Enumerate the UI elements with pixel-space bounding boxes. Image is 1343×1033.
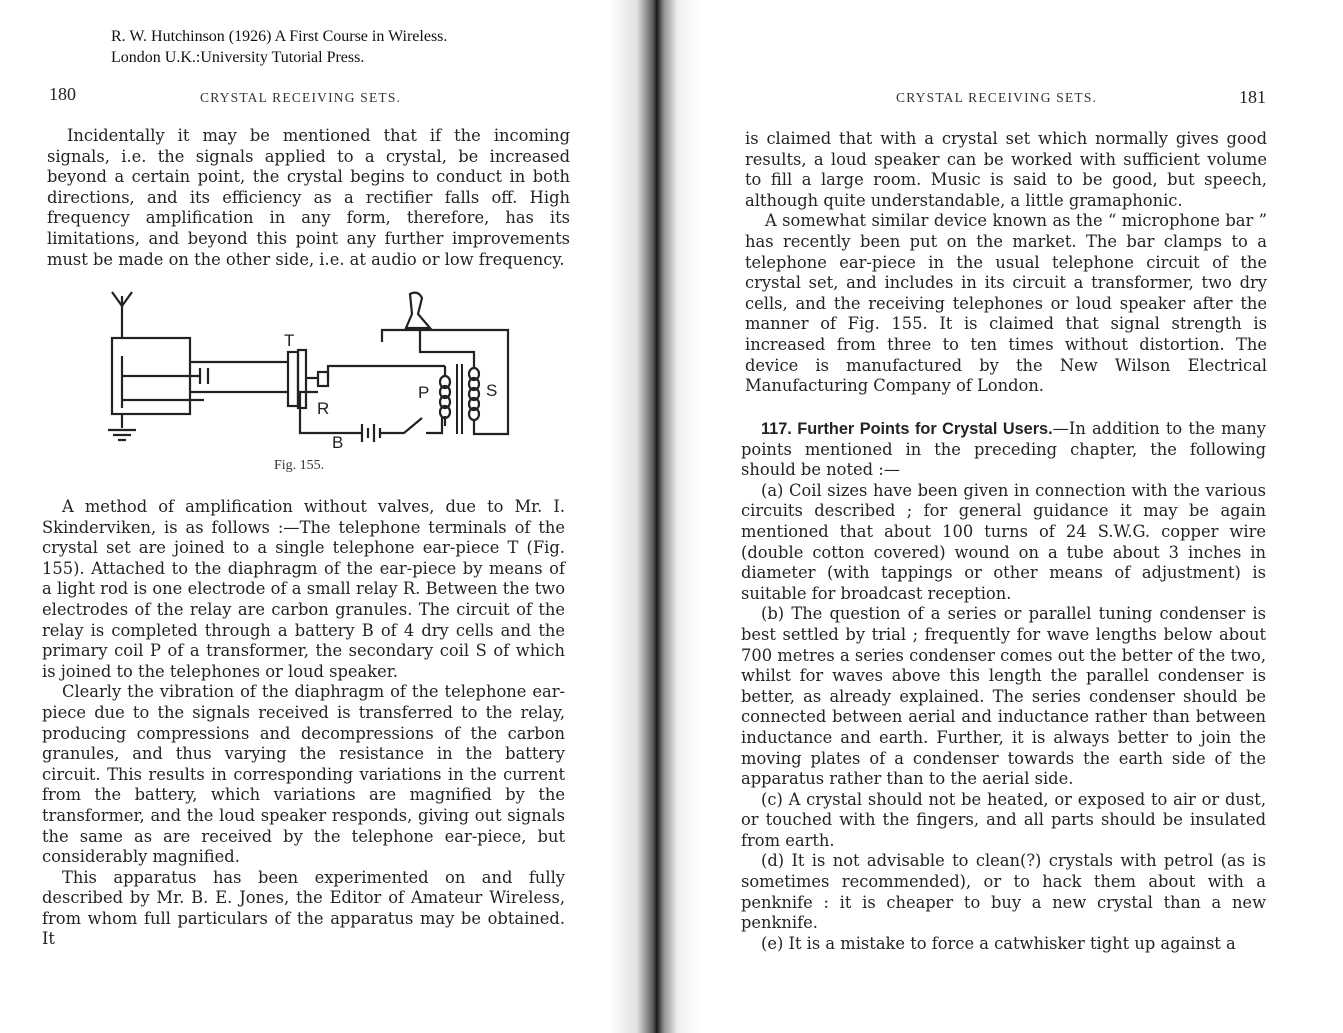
section-117-intro: —In addition to the many points mentioned in the preceding chapter, the following should be noted :— (741, 419, 1266, 480)
left-text-bottom (42, 497, 565, 950)
right-running-head: CRYSTAL RECEIVING SETS. (896, 90, 1098, 105)
citation-line-2: London U.K.:University Tutorial Press. (111, 49, 365, 66)
citation-note (111, 26, 447, 68)
right-page-number: 181 (1239, 87, 1266, 107)
figure-caption: Fig. 155. (274, 458, 325, 473)
left-paragraph-4: This apparatus has been experimented on and fully described by Mr. B. E. Jones, the Editor of Amateur Wireless, from whom full particulars of the apparatus may be obtained. It (42, 867, 565, 949)
label-p: P (418, 383, 430, 402)
label-s: S (486, 381, 498, 400)
left-paragraph-1: Incidentally it may be mentioned that if the incoming signals, i.e. the signals applied to a crystal, be increased beyond a certain point, the crystal begins to conduct in both directions, and its efficiency as a rectifier falls off. High frequency amplification in any form, therefore, has its limitations, and beyond this point any further improvements must be made on the other side, i.e. at audio or low frequency. (47, 126, 570, 269)
earth-symbol (108, 430, 136, 440)
label-r: R (317, 399, 330, 418)
item-a: (a) Coil sizes have been given in connection with the various circuits described ; for general guidance it may be again mentioned that about 100 turns of 24 S.W.G. copper wire (double cotton covered) wound on a tube about 3 inches in diameter (with tappings or other means of adjustment) is suitable for broadcast reception. (741, 480, 1266, 603)
label-b: B (332, 433, 344, 452)
left-paragraph-2: A method of amplification without valves, due to Mr. I. Skinderviken, is as follows :—The telephone terminals of the crystal set are joined to a single telephone ear-piece T (Fig. 155). Attached to the diaphragm of the ear-piece by means of a light rod is one electrode of a small relay R. Between the two electrodes of the relay are carbon granules. The circuit of the relay is completed through a battery B of 4 dry cells and the primary coil P of a transformer, the secondary coil S of which is joined to the telephones or loud speaker. (42, 497, 565, 681)
item-c: (c) A crystal should not be heated, or exposed to air or dust, or touched with the fingers, and all parts should be insulated from earth. (741, 789, 1266, 850)
right-text-bottom (741, 419, 1266, 954)
left-paragraph-3: Clearly the vibration of the diaphragm of the telephone ear-piece due to the signals received is transferred to the relay, producing compressions and decompressions of the carbon granules, and thus varying the resistance in the battery circuit. This results in corresponding variations in the current from the battery, which variations are magnified by the transformer, and the loud speaker responds, giving out signals the same as are received by the telephone ear-piece, but considerably magnified. (42, 682, 565, 867)
loud-speaker-symbol (406, 293, 430, 328)
left-page-number: 180 (49, 84, 76, 104)
item-d: (d) It is not advisable to clean(?) crystals with petrol (as is sometimes recommended), or to hack them about with a penknife : it is cheaper to buy a new crystal than a new penknife. (741, 851, 1266, 933)
right-text-top (745, 129, 1267, 397)
item-e: (e) It is a mistake to force a catwhisker tight up against a (761, 933, 1236, 953)
book-gutter (610, 0, 700, 1033)
right-paragraph-1: is claimed that with a crystal set which normally gives good results, a loud speaker can be worked with sufficient volume to fill a large room. Music is said to be good, but speech, although quite understandable, a little gramaphonic. (745, 129, 1267, 210)
item-b: (b) The question of a series or parallel tuning condenser is best settled by trial ; frequently for wave lengths below about 700 metres a series condenser comes out the better of the two, whilst for waves above this length the parallel condenser is better, as already explained. The series condenser should be connected between aerial and inductance rather than between inductance and earth. Further, it is always better to join the moving plates of a condenser towards the earth side of the apparatus rather than to the aerial side. (741, 604, 1266, 789)
circuit-diagram (100, 288, 530, 453)
right-paragraph-2: A somewhat similar device known as the “ microphone bar ” has recently been put on the market. The bar clamps to a telephone ear-piece in the usual telephone circuit of the crystal set, and includes in its circuit a transformer, two dry cells, and the receiving telephones or loud speaker after the manner of Fig. 155. It is claimed that signal strength is increased from three to ten times without distortion. The device is manufactured by the New Wilson Electrical Manufacturing Company of London. (745, 211, 1267, 396)
section-117 (741, 419, 1266, 481)
left-running-head: CRYSTAL RECEIVING SETS. (200, 90, 402, 105)
left-text-top (47, 126, 570, 270)
citation-line-1: R. W. Hutchinson (1926) A First Course in Wireless. (111, 28, 448, 45)
label-t: T (284, 331, 295, 350)
section-117-title: 117. Further Points for Crystal Users. (761, 420, 1053, 438)
aerial-symbol (112, 292, 132, 328)
